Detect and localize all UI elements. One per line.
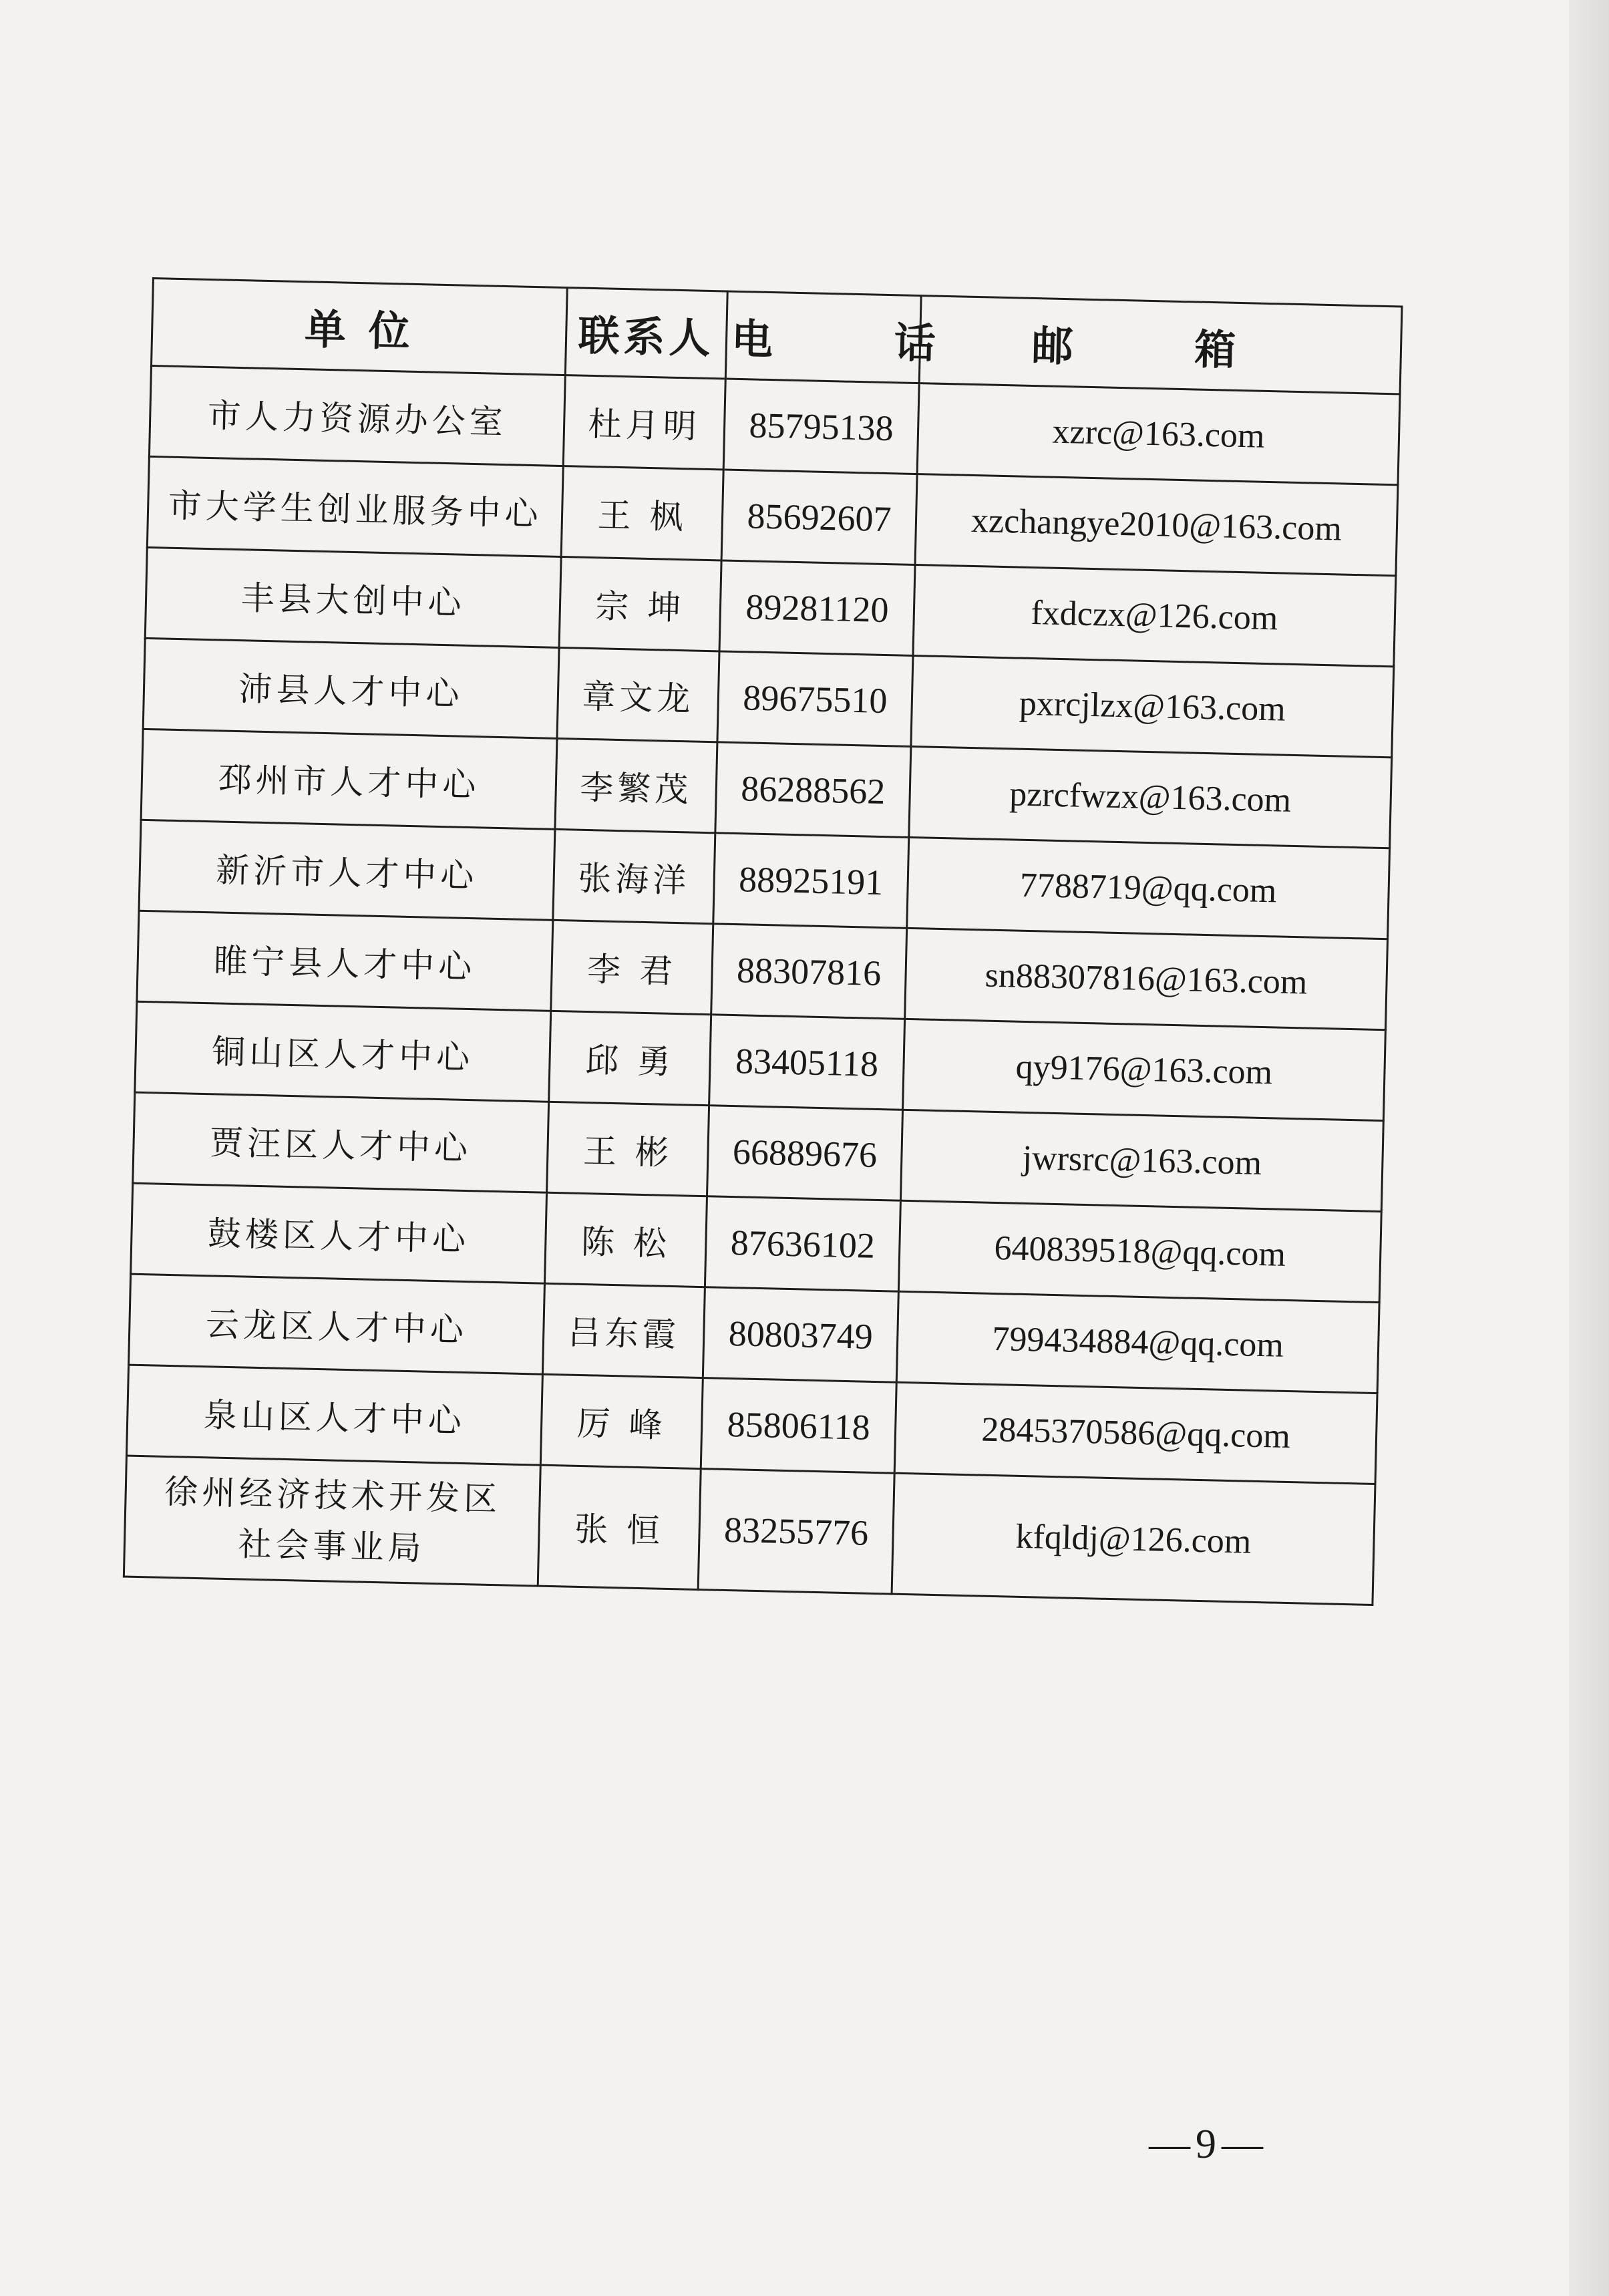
contact-cell: 杜月明 — [563, 375, 725, 470]
unit-cell: 市大学生创业服务中心 — [147, 456, 563, 556]
phone-cell: 83255776 — [698, 1469, 894, 1595]
email-cell: 2845370586@qq.com — [894, 1382, 1377, 1484]
unit-cell: 铜山区人才中心 — [135, 1001, 551, 1102]
email-cell: qy9176@163.com — [903, 1019, 1386, 1120]
unit-cell: 丰县大创中心 — [145, 547, 561, 647]
email-cell: xzchangye2010@163.com — [915, 474, 1398, 576]
unit-cell: 贾汪区人才中心 — [133, 1092, 549, 1192]
phone-cell: 88925191 — [713, 833, 909, 929]
email-cell: pxrcjlzx@163.com — [911, 655, 1394, 757]
unit-cell: 市人力资源办公室 — [149, 365, 565, 466]
email-cell: 640839518@qq.com — [898, 1200, 1381, 1302]
contact-cell: 吕东霞 — [542, 1283, 705, 1377]
contact-cell: 张 恒 — [538, 1465, 701, 1589]
contact-table-container — [123, 277, 1403, 1606]
unit-cell: 鼓楼区人才中心 — [131, 1183, 547, 1283]
contact-cell: 王 彬 — [547, 1102, 709, 1196]
contact-cell: 李繁茂 — [555, 738, 717, 832]
phone-cell: 85692607 — [721, 470, 917, 565]
email-cell: 799434884@qq.com — [896, 1291, 1379, 1393]
header-email: 邮 箱 — [919, 296, 1402, 394]
phone-cell: 89281120 — [719, 560, 915, 656]
phone-cell: 86288562 — [715, 742, 911, 838]
phone-cell: 85806118 — [701, 1378, 896, 1474]
email-cell: xzrc@163.com — [917, 383, 1400, 485]
unit-cell: 邳州市人才中心 — [141, 729, 557, 829]
email-cell: jwrsrc@163.com — [900, 1110, 1383, 1211]
contact-cell: 张海洋 — [553, 829, 715, 923]
contact-cell: 陈 松 — [544, 1192, 707, 1287]
header-contact: 联系人 — [565, 288, 727, 379]
contact-cell: 章文龙 — [557, 647, 719, 742]
phone-cell: 87636102 — [705, 1196, 900, 1292]
email-cell: 7788719@qq.com — [907, 837, 1390, 939]
contact-cell: 宗 坤 — [559, 556, 721, 651]
header-unit: 单 位 — [151, 279, 567, 375]
page-number: —9— — [1149, 2122, 1268, 2167]
unit-cell: 泉山区人才中心 — [126, 1365, 542, 1465]
unit-line-2: 社会事业局 — [237, 1524, 426, 1568]
phone-cell: 66889676 — [707, 1106, 903, 1201]
contact-table — [123, 277, 1403, 1606]
contact-cell: 厉 峰 — [540, 1374, 703, 1468]
header-phone: 电 话 — [725, 291, 921, 383]
page-edge-shadow — [1569, 0, 1609, 2296]
contact-cell: 李 君 — [551, 920, 713, 1014]
contact-cell: 邱 勇 — [549, 1011, 711, 1105]
unit-cell: 云龙区人才中心 — [129, 1274, 545, 1374]
email-cell: pzrcfwzx@163.com — [909, 746, 1392, 848]
unit-cell: 睢宁县人才中心 — [137, 911, 553, 1011]
unit-cell — [124, 1456, 540, 1586]
email-cell: kfqldj@126.com — [892, 1473, 1375, 1605]
phone-cell: 89675510 — [717, 651, 913, 747]
phone-cell: 88307816 — [711, 924, 907, 1019]
unit-line-1: 徐州经济技术开发区 — [164, 1472, 502, 1519]
contact-cell: 王 枫 — [561, 466, 723, 560]
unit-cell: 新沂市人才中心 — [139, 820, 555, 920]
phone-cell: 80803749 — [703, 1287, 898, 1383]
phone-cell: 85795138 — [723, 379, 919, 474]
email-cell: sn88307816@163.com — [905, 928, 1388, 1029]
phone-cell: 83405118 — [709, 1015, 905, 1110]
email-cell: fxdczx@126.com — [913, 565, 1396, 667]
unit-cell: 沛县人才中心 — [143, 638, 559, 738]
